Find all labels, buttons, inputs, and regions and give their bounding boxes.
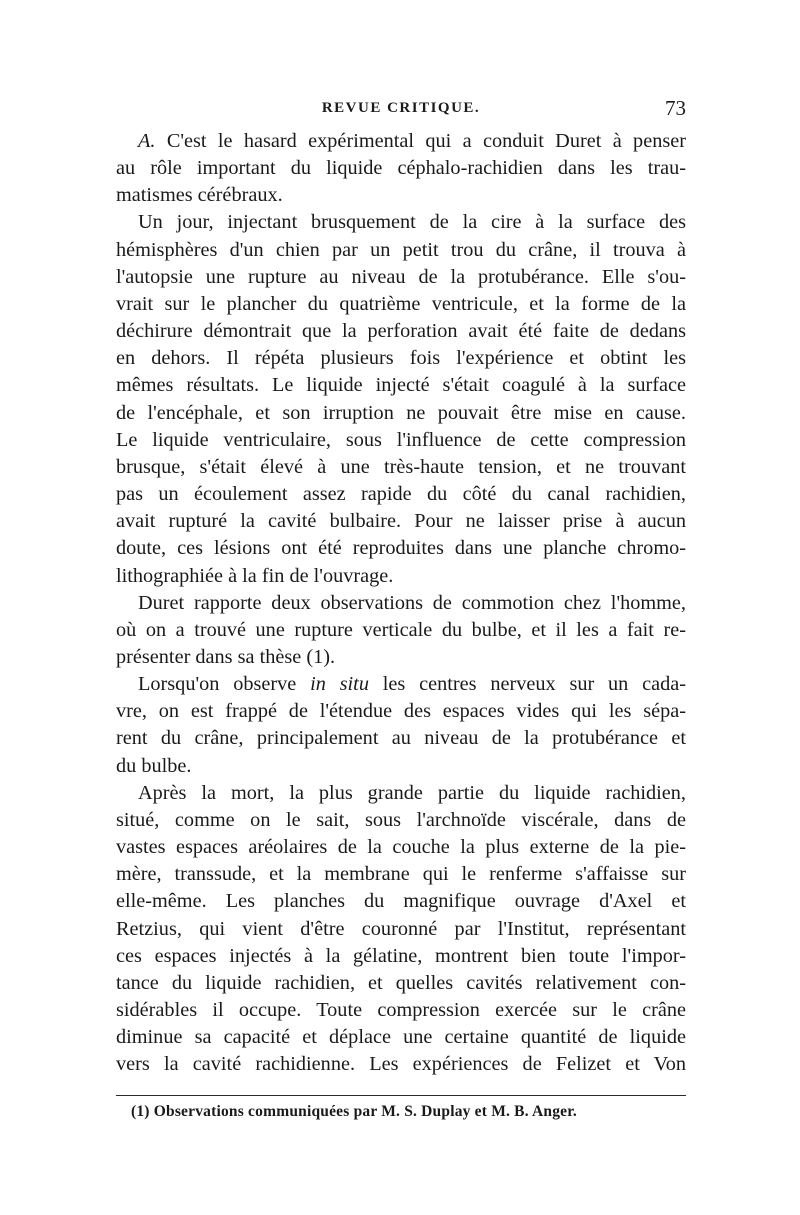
text-line: mêmes résultats. Le liquide injecté s'était coagulé à la surface [116,374,686,397]
text-line: pas un écoulement assez rapide du côté du canal rachidien, [116,483,686,506]
text-line: vastes espaces aréolaires de la couche la plus externe de la pie- [116,836,686,859]
section-marker: A. [138,130,156,152]
text-line: mère, transsude, et la membrane qui le renferme s'affaisse sur [116,863,686,886]
text-line: diminue sa capacité et déplace une certaine quantité de liquide [116,1026,686,1049]
page-header [116,96,686,126]
italic-phrase: in situ [310,673,369,696]
footnote: (1) Observations communiquées par M. S. Duplay et M. B. Anger. [131,1103,577,1120]
text-line: brusque, s'était élevé à une très-haute tension, et ne trouvant [116,455,686,478]
text-line: ces espaces injectés à la gélatine, montrent bien toute l'impor- [116,944,686,967]
paragraph-1 [116,128,686,209]
page-number: 73 [665,96,686,120]
text-line: Retzius, qui vient d'être couronné par l'Institut, représentant [116,917,686,940]
text-line: matismes cérébraux. [116,184,283,207]
text-line: l'autopsie une rupture au niveau de la protubérance. Elle s'ou- [116,265,686,288]
text-line: situé, comme on le sait, sous l'archnoïde viscérale, dans de [116,808,686,831]
text-line: vers la cavité rachidienne. Les expériences de Felizet et Von [116,1053,686,1076]
text-line: où on a trouvé une rupture verticale du bulbe, et il les a fait re- [116,618,686,641]
text-line: vrait sur le plancher du quatrième ventricule, et la forme de la [116,292,686,315]
text-line: rent du crâne, principalement au niveau de la protubérance et [116,727,686,750]
text-line: au rôle important du liquide céphalo-rachidien dans les trau- [116,157,686,180]
text-line: sidérables il occupe. Toute compression exercée sur le crâne [116,999,686,1021]
text-line: avait rupturé la cavité bulbaire. Pour ne laisser prise à aucun [116,510,686,533]
text-line: Un jour, injectant brusquement de la cire à la surface des [138,211,686,234]
footnote-rule [116,1095,686,1096]
text-line: Après la mort, la plus grande partie du liquide rachidien, [138,781,686,804]
text-line: A. C'est le hasard expérimental qui a conduit Duret à penser [138,130,686,152]
text-line: tance du liquide rachidien, et quelles cavités relativement con- [116,971,686,994]
paragraph-3 [116,590,686,671]
text-line: elle-même. Les planches du magnifique ouvrage d'Axel et [116,890,686,913]
running-head: REVUE CRITIQUE. [321,100,481,116]
paragraph-5 [116,780,686,1079]
text-line: doute, ces lésions ont été reproduites dans une planche chromo- [116,537,686,560]
text-line: en dehors. Il répéta plusieurs fois l'expérience et obtint les [116,347,686,370]
text-line: de l'encéphale, et son irruption ne pouvait être mise en cause. [116,401,686,424]
text-line: hémisphères d'un chien par un petit trou du crâne, il trouva à [116,238,686,261]
text-line: lithographiée à la fin de l'ouvrage. [116,564,394,587]
text-line: vre, on est frappé de l'étendue des espaces vides qui les sépa- [116,700,686,723]
text-line: Le liquide ventriculaire, sous l'influence de cette compression [116,428,686,451]
text-line: du bulbe. [116,754,192,777]
text-line: présenter dans sa thèse (1). [116,645,336,668]
text-line: Lorsqu'on observe in situ les centres nerveux sur un cada- [138,673,687,696]
text-line: Duret rapporte deux observations de commotion chez l'homme, [138,591,686,614]
paragraph-2 [116,209,686,589]
paragraph-4 [116,671,686,780]
text-line: déchirure démontrait que la perforation avait été faite de dedans [116,320,686,343]
body-text [116,128,686,1078]
